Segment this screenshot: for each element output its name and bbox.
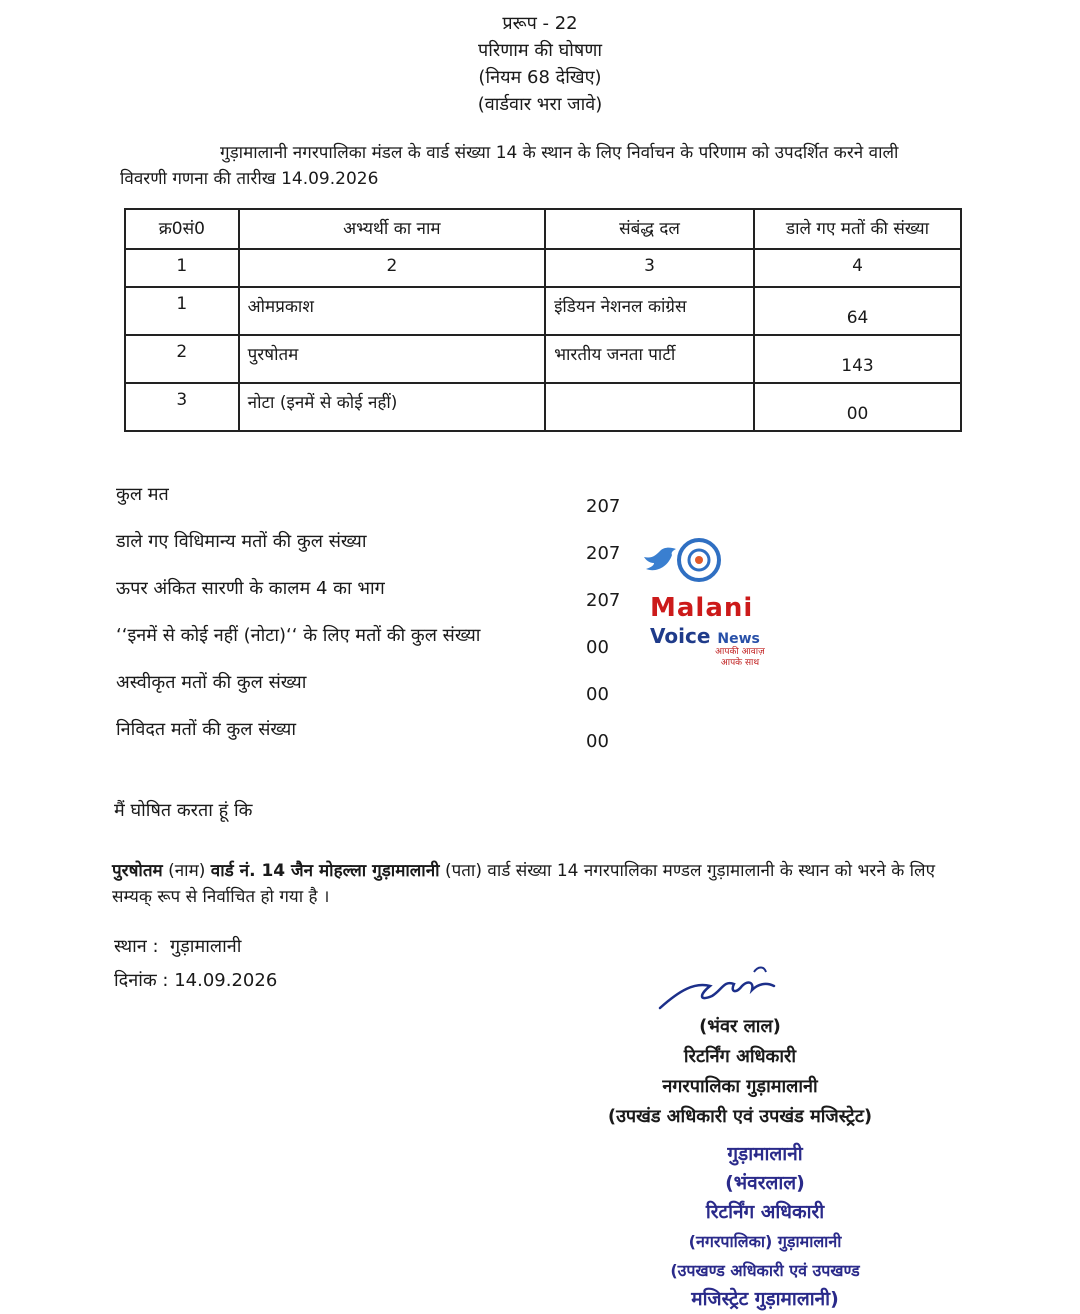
form-header: [0, 10, 1080, 118]
summary-label: निविदत मतों की कुल संख्या: [116, 719, 297, 740]
table-row: [125, 383, 961, 431]
intro-paragraph: गुड़ामालानी नगरपालिका मंडल के वार्ड संख्या 14 के स्थान के लिए निर्वाचन के परिणाम को उपदर्शित करने वाली विवरणी गणना की तारीख 14.09.2026: [120, 143, 899, 189]
watermark-logo: [620, 535, 795, 675]
returning-officer-block: [560, 1012, 920, 1132]
summary-value: 207: [586, 543, 621, 564]
cell-party: [545, 383, 754, 431]
header-votes: डाले गए मतों की संख्या: [754, 209, 961, 249]
elected-address: वार्ड नं. 14 जैन मोहल्ला गुड़ामालानी: [210, 861, 440, 881]
form-title: परिणाम की घोषणा: [478, 40, 602, 61]
cell-sno: 3: [125, 383, 239, 431]
results-table: [124, 208, 962, 432]
elected-name: पुरषोतम: [112, 861, 163, 881]
form-note: (वार्डवार भरा जावे): [477, 94, 603, 115]
summary-label: डाले गए विधिमान्य मतों की कुल संख्या: [116, 531, 367, 552]
summary-row: [116, 670, 716, 717]
officer-role: (उपखंड अधिकारी एवं उपखंड मजिस्ट्रेट): [607, 1106, 873, 1127]
table-row: [125, 335, 961, 383]
column-number-row: 1 2 3 4: [125, 249, 961, 287]
place-line: स्थान : गुड़ामालानी: [114, 936, 242, 957]
logo-tagline: आपकी आवाज़ आपके साथ: [715, 647, 765, 668]
form-number: प्ररूप - 22: [502, 13, 578, 34]
table-header-row: [125, 209, 961, 249]
summary-value: 00: [586, 731, 609, 752]
summary-value: 207: [586, 590, 621, 611]
summary-value: 207: [586, 496, 621, 517]
cell-party: इंडियन नेशनल कांग्रेस: [545, 287, 754, 335]
cell-name: ओमप्रकाश: [239, 287, 545, 335]
cell-name: नोटा (इनमें से कोई नहीं): [239, 383, 545, 431]
form-rule: (नियम 68 देखिए): [478, 67, 602, 88]
logo-text-malani: Malani: [650, 593, 754, 623]
cell-votes: 64: [754, 287, 961, 335]
elected-paragraph: पुरषोतम (नाम) वार्ड नं. 14 जैन मोहल्ला गुड़ामालानी (पता) वार्ड संख्या 14 नगरपालिका मण्डल गुड़ामालानी के स्थान को भरने के लिए सम्यक् रूप से निर्वाचित हो गया है ।: [112, 861, 935, 907]
officer-name: (भंवर लाल): [699, 1016, 781, 1037]
cell-sno: 2: [125, 335, 239, 383]
camera-icon: [676, 537, 722, 583]
cell-votes: 00: [754, 383, 961, 431]
officer-designation: रिटर्निंग अधिकारी: [683, 1046, 797, 1067]
summary-label: कुल मत: [116, 484, 169, 505]
date-line: दिनांक : 14.09.2026: [114, 970, 278, 991]
summary-row: [116, 482, 716, 529]
officer-office: नगरपालिका गुड़ामालानी: [662, 1076, 818, 1097]
cell-name: पुरषोतम: [239, 335, 545, 383]
header-party: संबंद्ध दल: [545, 209, 754, 249]
summary-value: 00: [586, 684, 609, 705]
summary-value: 00: [586, 637, 609, 658]
cell-party: भारतीय जनता पार्टी: [545, 335, 754, 383]
table-row: [125, 287, 961, 335]
summary-row: [116, 717, 716, 764]
summary-label: ‘‘इनमें से कोई नहीं (नोटा)‘‘ के लिए मतों की कुल संख्या: [116, 625, 481, 646]
declaration-line: मैं घोषित करता हूं कि: [114, 800, 253, 821]
official-stamp: गुड़ामालानी (भंवरलाल) रिटर्निंग अधिकारी (नगरपालिका) गुड़ामालानी (उपखण्ड अधिकारी एवं उपखण्ड मजिस्ट्रेट गुड़ामालानी): [670, 1143, 860, 1310]
signature-icon: [650, 960, 800, 1020]
logo-text-voice: Voice News: [650, 624, 760, 648]
header-candidate-name: अभ्यर्थी का नाम: [239, 209, 545, 249]
header-sno: क्र0सं0: [125, 209, 239, 249]
cell-sno: 1: [125, 287, 239, 335]
bird-icon: [642, 545, 678, 575]
summary-label: अस्वीकृत मतों की कुल संख्या: [116, 672, 307, 693]
summary-label: ऊपर अंकित सारणी के कालम 4 का भाग: [116, 578, 385, 599]
cell-votes: 143: [754, 335, 961, 383]
